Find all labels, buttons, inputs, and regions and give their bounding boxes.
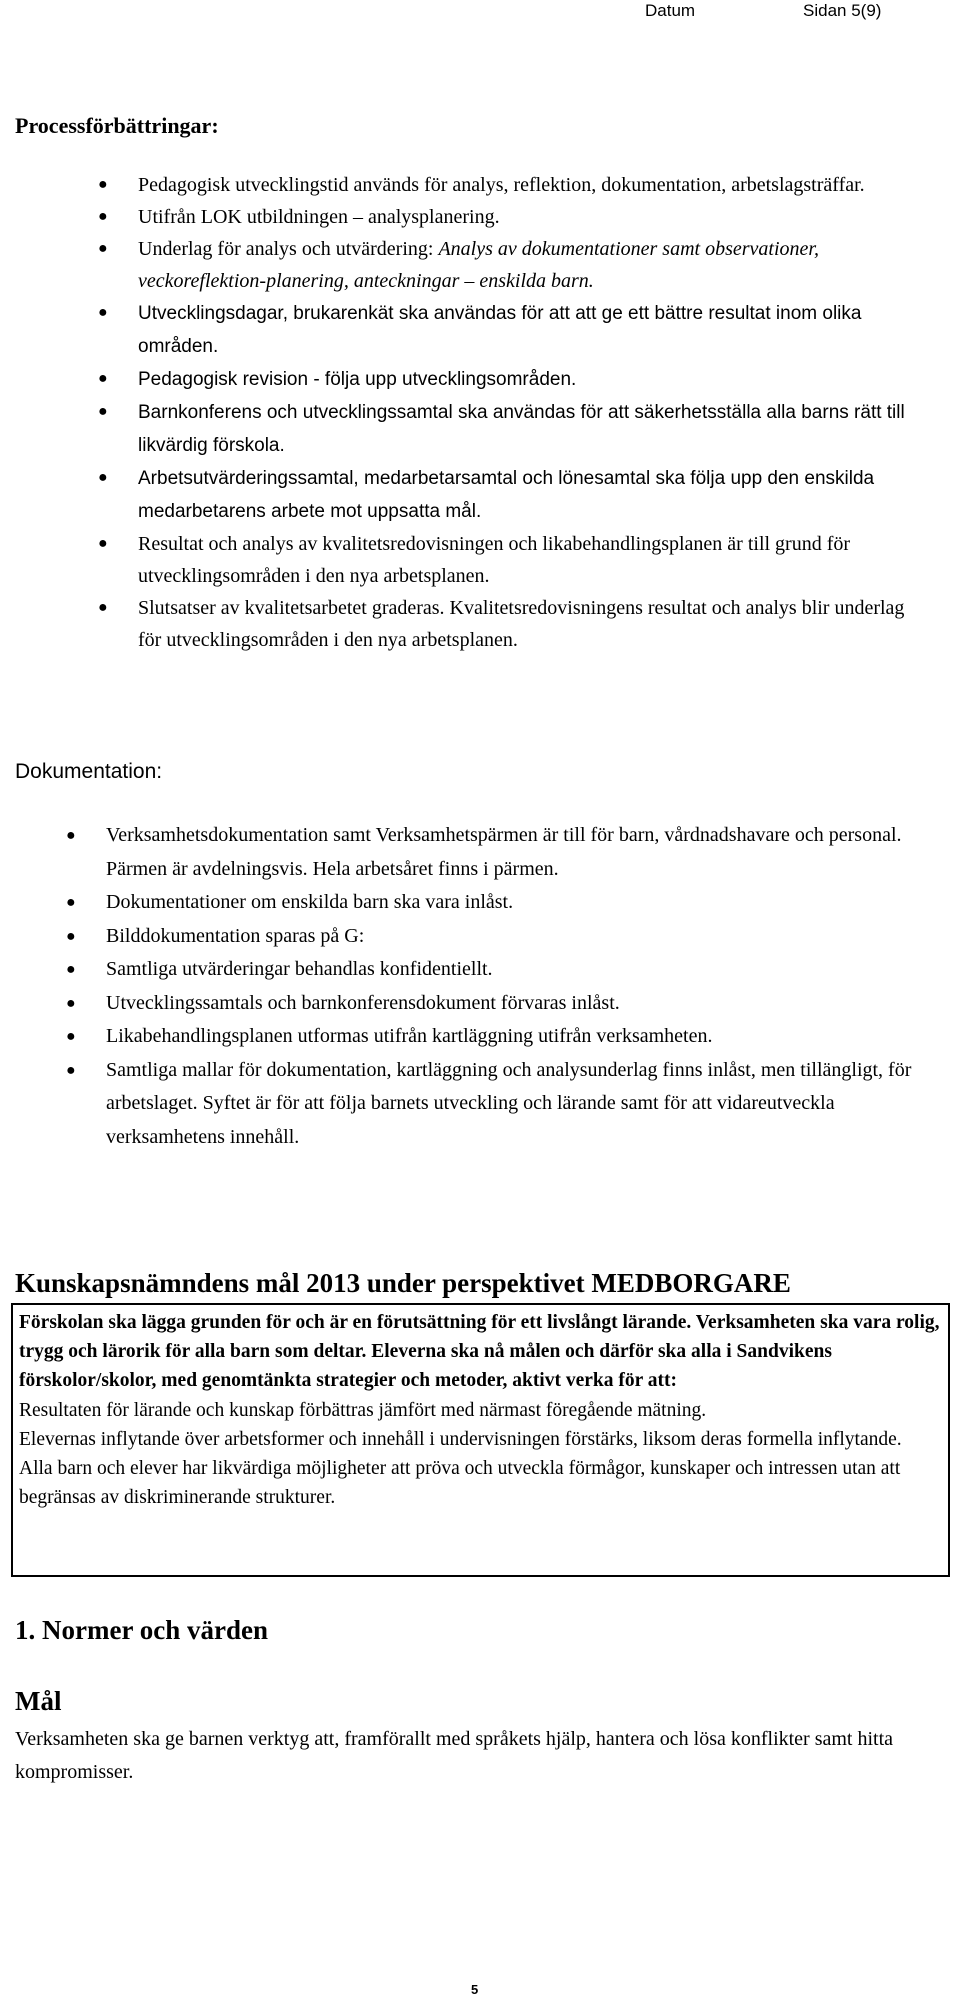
bullet-icon: ●: [66, 961, 76, 978]
list-item: ● Dokumentationer om enskilda barn ska vara inlåst.: [66, 886, 928, 920]
bullet-icon: ●: [98, 240, 108, 257]
list-item: ● Resultat och analys av kvalitetsredovisningen och likabehandlingsplanen är till grund för utvecklingsområden i den nya arbetsplanen.: [98, 528, 928, 592]
process-list: [98, 169, 928, 656]
list-item: ● Pedagogisk utvecklingstid används för analys, reflektion, dokumentation, arbetslagsträffar.: [98, 169, 928, 201]
list-item: ● Verksamhetsdokumentation samt Verksamhetspärmen är till för barn, vårdnadshavare och personal. Pärmen är avdelningsvis. Hela arbetsåret finns i pärmen.: [66, 819, 928, 886]
bullet-icon: ●: [98, 535, 108, 552]
list-item: ● Underlag för analys och utvärdering: Analys av dokumentationer samt observationer, veckoreflektion-planering, anteckningar – enskilda barn.: [98, 233, 928, 297]
bullet-icon: ●: [66, 827, 76, 844]
header-page-number: Sidan 5(9): [803, 1, 882, 20]
bullet-icon: ●: [66, 894, 76, 911]
bullet-icon: ●: [98, 469, 108, 486]
list-item: ● Likabehandlingsplanen utformas utifrån kartläggning utifrån verksamheten.: [66, 1020, 928, 1054]
bullet-icon: ●: [98, 599, 108, 616]
process-heading: Processförbättringar:: [15, 113, 219, 138]
bullet-icon: ●: [98, 370, 108, 387]
goal-title: Kunskapsnämndens mål 2013 under perspektivet MEDBORGARE: [15, 1268, 791, 1298]
list-item: ● Utifrån LOK utbildningen – analysplanering.: [98, 201, 928, 233]
goal-bold-text: Förskolan ska lägga grunden för och är en förutsättning för ett livslångt lärande. Verksamheten ska vara rolig, trygg och lärorik för alla barn som deltar. Eleverna ska nå målen och därför ska alla i Sandvikens förskolor/skolor, med genomtänkta strategier och metoder, aktivt verka för att:: [19, 1312, 940, 1392]
list-item: ● Pedagogisk revision - följa upp utvecklingsområden.: [98, 363, 928, 396]
bullet-icon: ●: [98, 403, 108, 420]
goal-line: Elevernas inflytande över arbetsformer och innehåll i undervisningen förstärks, liksom deras formella inflytande.: [19, 1428, 902, 1450]
goal-line: Resultaten för lärande och kunskap förbättras jämfört med närmast föregående mätning.: [19, 1399, 707, 1421]
bullet-icon: ●: [66, 994, 76, 1012]
footer-page-number: 5: [471, 1982, 479, 1997]
list-item: ● Samtliga mallar för dokumentation, kartläggning och analysunderlag finns inlåst, men tillängligt, för arbetslaget. Syftet är för att följa barnets utveckling och lärande samt för att vidareutveckla verksamhetens innehåll.: [66, 1054, 928, 1155]
bullet-icon: ●: [98, 304, 108, 321]
section-subtitle: Mål: [15, 1686, 62, 1716]
bullet-icon: ●: [98, 208, 108, 225]
header-date: Datum: [645, 1, 696, 20]
goal-line: Alla barn och elever har likvärdiga möjligheter att pröva och utveckla förmågor, kunskaper och intressen utan att begränsas av diskriminerande strukturer.: [19, 1458, 901, 1509]
list-item: ● Samtliga utvärderingar behandlas konfidentiellt.: [66, 953, 928, 987]
section-title: 1. Normer och värden: [15, 1615, 268, 1645]
list-item: ● Utvecklingssamtals och barnkonferensdokument förvaras inlåst.: [66, 987, 928, 1021]
bullet-icon: ●: [66, 927, 76, 945]
bullet-icon: ●: [98, 176, 108, 193]
list-item: ● Bilddokumentation sparas på G:: [66, 920, 928, 954]
goal-box: [11, 1303, 950, 1577]
list-item: ● Slutsatser av kvalitetsarbetet graderas. Kvalitetsredovisningens resultat och analys blir underlag för utvecklingsområden i den nya arbetsplanen.: [98, 592, 928, 656]
documentation-list: [66, 819, 928, 1154]
section-text: Verksamheten ska ge barnen verktyg att, framförallt med språkets hjälp, hantera och lösa konflikter samt hitta kompromisser.: [15, 1728, 894, 1783]
list-item: ● Barnkonferens och utvecklingssamtal ska användas för att säkerhetsställa alla barns rätt till likvärdig förskola.: [98, 396, 928, 462]
documentation-heading: Dokumentation:: [15, 760, 163, 783]
bullet-icon: ●: [66, 1061, 76, 1079]
list-item: ● Utvecklingsdagar, brukarenkät ska användas för att att ge ett bättre resultat inom olika områden.: [98, 297, 928, 363]
bullet-icon: ●: [66, 1028, 76, 1045]
list-item: ● Arbetsutvärderingssamtal, medarbetarsamtal och lönesamtal ska följa upp den enskilda medarbetarens arbete mot uppsatta mål.: [98, 462, 928, 528]
